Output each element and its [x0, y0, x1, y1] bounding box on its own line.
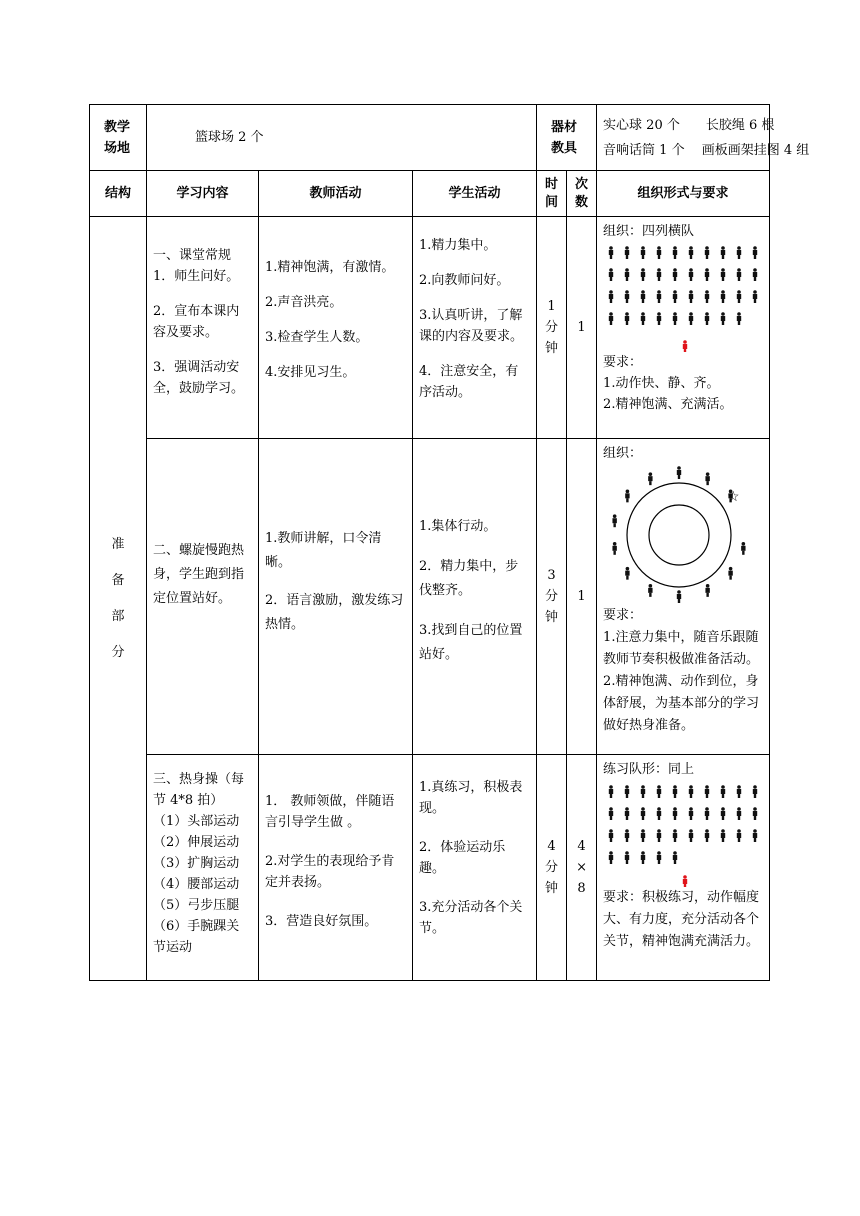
row3-student-line: 3.充分活动各个关节。 — [419, 900, 523, 936]
student-figure-icon — [609, 290, 613, 303]
student-figure-icon — [625, 490, 629, 503]
header-content: 学习内容 — [147, 171, 259, 217]
student-figure-icon — [673, 268, 677, 281]
row3-teacher-line: 3．营造良好氛围。 — [265, 914, 378, 929]
student-figure-icon — [641, 312, 645, 325]
row1-teacher-line: 3.检查学生人数。 — [265, 330, 369, 345]
student-figure-icon — [673, 851, 677, 864]
lesson-plan-table — [89, 104, 810, 981]
row-spiral-run — [90, 439, 770, 755]
student-figure-icon — [609, 268, 613, 281]
row3-organization — [597, 755, 770, 981]
student-figure-icon — [641, 829, 645, 842]
row1-content-line: 1．师生问好。 — [153, 269, 240, 284]
student-figure-icon — [721, 246, 725, 259]
row3-content-line: （2）伸展运动 — [153, 835, 240, 850]
student-figure-icon — [737, 246, 741, 259]
student-figure-icon — [648, 584, 652, 597]
row3-teacher — [259, 755, 413, 981]
row3-content-line: （1）头部运动 — [153, 814, 240, 829]
row2-time: 3 分 钟 — [537, 439, 567, 755]
student-figure-icon — [657, 785, 661, 798]
student-figure-icon — [721, 829, 725, 842]
student-figure-icon — [737, 268, 741, 281]
row1-org-req: 要求： — [603, 355, 643, 370]
row1-content — [147, 217, 259, 439]
row1-student-line: 4．注意安全，有序活动。 — [419, 364, 519, 400]
student-figure-icon — [753, 246, 757, 259]
row1-count: 1 — [567, 217, 597, 439]
header-student: 学生活动 — [413, 171, 537, 217]
student-figure-icon — [657, 829, 661, 842]
student-figure-icon — [753, 290, 757, 303]
row2-org-req: 要求： — [603, 608, 643, 623]
row3-content-line: （6）手腕踝关节运动 — [153, 919, 240, 955]
student-figure-icon — [609, 246, 613, 259]
student-figure-icon — [753, 785, 757, 798]
student-figure-icon — [641, 785, 645, 798]
row1-content-line: 2．宣布本课内容及要求。 — [153, 304, 240, 340]
row1-teacher-line: 4.安排见习生。 — [265, 365, 356, 380]
student-figure-icon — [609, 785, 613, 798]
student-figure-icon — [705, 312, 709, 325]
row2-organization — [597, 439, 770, 755]
row2-content — [147, 439, 259, 755]
teacher-figure-icon — [683, 875, 687, 887]
student-figure-icon — [721, 807, 725, 820]
student-figure-icon — [721, 268, 725, 281]
venue-value: 篮球场 2 个 — [147, 105, 537, 171]
lesson-plan-page — [89, 104, 810, 981]
student-figure-icon — [737, 290, 741, 303]
row1-teacher-line: 2.声音洪亮。 — [265, 295, 343, 310]
student-figure-icon — [613, 542, 617, 555]
header-time: 时 间 — [537, 171, 567, 217]
row-warmup-exercise — [90, 755, 770, 981]
row2-student-line: 3.找到自己的位置站好。 — [419, 623, 523, 662]
header-structure: 结构 — [90, 171, 147, 217]
row2-student — [413, 439, 537, 755]
student-figure-icon — [625, 851, 629, 864]
row1-teacher-line: 1.精神饱满，有激情。 — [265, 260, 395, 275]
row1-org-req: 1.动作快、静、齐。 — [603, 376, 720, 391]
student-figure-icon — [609, 851, 613, 864]
student-figure-icon — [689, 785, 693, 798]
student-figure-icon — [705, 584, 709, 597]
student-figure-icon — [673, 246, 677, 259]
student-figure-icon — [677, 466, 681, 479]
row1-organization — [597, 217, 770, 439]
student-figure-icon — [657, 290, 661, 303]
row1-teacher — [259, 217, 413, 439]
row3-org-title: 练习队形：同上 — [603, 762, 695, 777]
student-figure-icon — [728, 567, 732, 580]
student-figure-icon — [641, 851, 645, 864]
student-figure-icon — [741, 542, 745, 555]
student-figure-icon — [613, 514, 617, 527]
row1-student — [413, 217, 537, 439]
row1-org-title: 组织：四列横队 — [603, 224, 695, 239]
row3-student — [413, 755, 537, 981]
student-figure-icon — [673, 312, 677, 325]
student-figure-icon — [648, 472, 652, 485]
row3-content-line: （4）腰部运动 — [153, 877, 240, 892]
row1-student-line: 3.认真听讲，了解课的内容及要求。 — [419, 308, 524, 344]
outer-circle — [627, 483, 731, 587]
row3-teacher-line: 1． 教师领做，伴随语言引导学生做 。 — [265, 794, 395, 830]
student-figure-icon — [705, 472, 709, 485]
row2-teacher — [259, 439, 413, 755]
student-figure-icon — [677, 590, 681, 603]
row2-org-req: 1.注意力集中，随音乐跟随教师节奏积极做准备活动。 — [603, 630, 760, 667]
student-figure-icon — [641, 290, 645, 303]
equipment-line-1: 实心球 20 个 长胶绳 6 根 — [603, 117, 775, 133]
row1-content-line: 一、课堂常规 — [153, 248, 232, 263]
student-figure-icon — [753, 829, 757, 842]
row1-org-req: 2.精神饱满、充满活。 — [603, 397, 733, 412]
student-figure-icon — [705, 290, 709, 303]
header-count: 次 数 — [567, 171, 597, 217]
teacher-star-icon: ☆ — [727, 489, 740, 505]
student-figure-icon — [721, 290, 725, 303]
equipment-line-2: 音响话筒 1 个 画板画架挂图 4 组 — [603, 142, 810, 158]
student-figure-icon — [737, 312, 741, 325]
student-figure-icon — [737, 807, 741, 820]
student-figure-icon — [641, 246, 645, 259]
teacher-figure-icon — [683, 340, 687, 352]
student-figure-icon — [641, 268, 645, 281]
row3-student-line: 2．体验运动乐趣。 — [419, 840, 506, 876]
row1-student-line: 2.向教师问好。 — [419, 273, 510, 288]
student-figure-icon — [657, 268, 661, 281]
student-figure-icon — [625, 829, 629, 842]
row2-teacher-line: 2．语言激励，激发练习热情。 — [265, 593, 404, 632]
row2-content-line: 二、螺旋慢跑热身，学生跑到指定位置站好。 — [153, 543, 245, 606]
student-figure-icon — [721, 312, 725, 325]
student-figure-icon — [737, 829, 741, 842]
student-figure-icon — [721, 785, 725, 798]
header-organization: 组织形式与要求 — [597, 171, 770, 217]
row2-teacher-line: 1.教师讲解，口令清晰。 — [265, 531, 382, 570]
formation-diagram-repeat — [603, 781, 763, 887]
row1-content-line: 3．强调活动安全，鼓励学习。 — [153, 360, 245, 396]
equipment-value — [597, 105, 810, 171]
row3-content — [147, 755, 259, 981]
student-figure-icon — [673, 290, 677, 303]
row3-time: 4 分 钟 — [537, 755, 567, 981]
student-figure-icon — [689, 268, 693, 281]
row2-student-line: 1.集体行动。 — [419, 519, 497, 534]
row1-time: 1 分 钟 — [537, 217, 567, 439]
student-figure-icon — [737, 785, 741, 798]
student-figure-icon — [625, 785, 629, 798]
student-figure-icon — [673, 785, 677, 798]
row2-org-title: 组织： — [603, 446, 643, 461]
student-figure-icon — [625, 312, 629, 325]
header-teacher: 教师活动 — [259, 171, 413, 217]
venue-label: 教学 场地 — [90, 105, 147, 171]
formation-diagram-circle — [603, 465, 763, 605]
student-figure-icon — [753, 268, 757, 281]
student-figure-icon — [625, 290, 629, 303]
row2-count: 1 — [567, 439, 597, 755]
inner-circle — [649, 505, 709, 565]
row3-student-line: 1.真练习，积极表现。 — [419, 780, 523, 816]
student-figure-icon — [705, 246, 709, 259]
student-figure-icon — [689, 829, 693, 842]
info-row — [90, 105, 770, 171]
row-routine — [90, 217, 770, 439]
student-figure-icon — [657, 312, 661, 325]
row3-content-line: （3）扩胸运动 — [153, 856, 240, 871]
row3-teacher-line: 2.对学生的表现给予肯定并表扬。 — [265, 854, 395, 890]
section-label: 准 备 部 分 — [90, 217, 147, 981]
row2-student-line: 2．精力集中，步伐整齐。 — [419, 559, 519, 598]
student-figure-icon — [705, 785, 709, 798]
student-figure-icon — [625, 807, 629, 820]
student-figure-icon — [609, 829, 613, 842]
header-row — [90, 171, 770, 217]
formation-diagram-four-rows — [603, 242, 763, 352]
student-figure-icon — [657, 851, 661, 864]
row3-org-req: 要求：积极练习，动作幅度大、有力度，充分活动各个关节，精神饱满充满活力。 — [603, 890, 760, 949]
row3-content-line: 三、热身操（每节 4*8 拍） — [153, 772, 245, 808]
student-figure-icon — [689, 290, 693, 303]
student-figure-icon — [625, 567, 629, 580]
student-figure-icon — [673, 829, 677, 842]
student-figure-icon — [657, 246, 661, 259]
student-figure-icon — [689, 807, 693, 820]
student-figure-icon — [753, 807, 757, 820]
student-figure-icon — [609, 312, 613, 325]
student-figure-icon — [625, 246, 629, 259]
student-figure-icon — [689, 246, 693, 259]
student-figure-icon — [689, 312, 693, 325]
student-figure-icon — [657, 807, 661, 820]
student-figure-icon — [673, 807, 677, 820]
row2-org-req: 2.精神饱满、动作到位，身体舒展，为基本部分的学习做好热身准备。 — [603, 674, 760, 733]
row1-student-line: 1.精力集中。 — [419, 238, 497, 253]
equipment-label: 器材 教具 — [537, 105, 597, 171]
row3-count: 4 × 8 — [567, 755, 597, 981]
student-figure-icon — [705, 829, 709, 842]
student-figure-icon — [609, 807, 613, 820]
student-figure-icon — [705, 268, 709, 281]
student-figure-icon — [625, 268, 629, 281]
student-figure-icon — [641, 807, 645, 820]
row3-content-line: （5）弓步压腿 — [153, 898, 240, 913]
student-figure-icon — [705, 807, 709, 820]
